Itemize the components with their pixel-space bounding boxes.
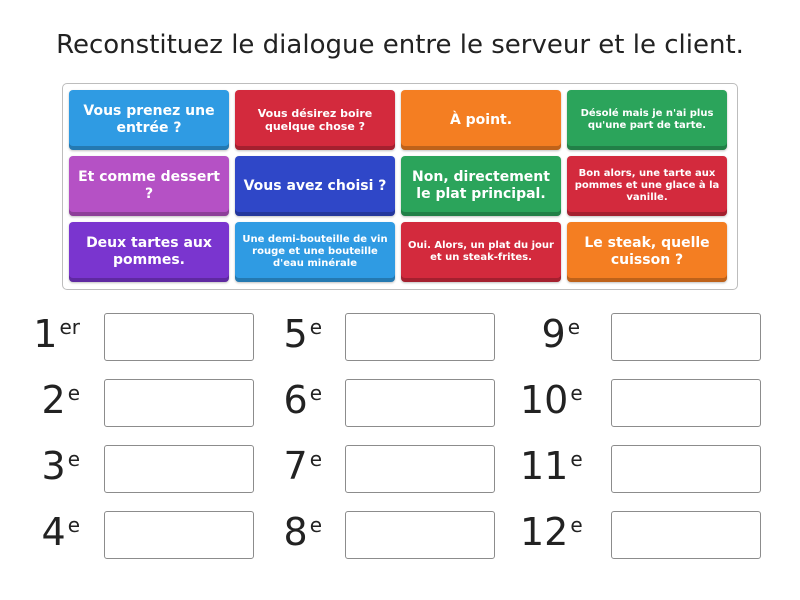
answer-tile[interactable]: Une demi-bouteille de vin rouge et une bouteille d'eau minérale — [235, 222, 395, 282]
answer-tile[interactable]: Désolé mais je n'ai plus qu'une part de tarte. — [567, 90, 727, 150]
answer-slot[interactable] — [345, 511, 495, 559]
answer-tile[interactable]: Bon alors, une tarte aux pommes et une glace à la vanille. — [567, 156, 727, 216]
answer-slot[interactable] — [104, 445, 254, 493]
page-title: Reconstituez le dialogue entre le serveur et le client. — [56, 30, 744, 60]
slot-number: 9 $^e$ — [541, 312, 580, 356]
slot-number: 12 $^e$ — [520, 510, 583, 554]
slot-number: 3 $^e$ — [41, 444, 80, 488]
answer-tile[interactable]: Vous prenez une entrée ? — [69, 90, 229, 150]
answer-tile[interactable]: À point. — [401, 90, 561, 150]
answer-slot[interactable] — [611, 379, 761, 427]
slot-number: 11 $^e$ — [520, 444, 583, 488]
answer-slot[interactable] — [611, 313, 761, 361]
slot-number: 1 $^{er}$ — [33, 312, 80, 356]
slot-number: 4 $^e$ — [41, 510, 80, 554]
answer-slot[interactable] — [611, 445, 761, 493]
tile-bank — [62, 83, 738, 290]
answer-tile[interactable]: Et comme dessert ? — [69, 156, 229, 216]
answer-slot[interactable] — [104, 313, 254, 361]
answer-slot[interactable] — [345, 313, 495, 361]
answer-tile[interactable]: Oui. Alors, un plat du jour et un steak-frites. — [401, 222, 561, 282]
slot-number: 7 $^e$ — [283, 444, 322, 488]
answer-slot[interactable] — [104, 511, 254, 559]
answer-tile[interactable]: Deux tartes aux pommes. — [69, 222, 229, 282]
slot-number: 5 $^e$ — [283, 312, 322, 356]
slot-number: 8 $^e$ — [283, 510, 322, 554]
slot-number: 6 $^e$ — [283, 378, 322, 422]
slot-number: 2 $^e$ — [41, 378, 80, 422]
answer-slot[interactable] — [345, 445, 495, 493]
slot-number: 10 $^e$ — [520, 378, 583, 422]
answer-slot[interactable] — [104, 379, 254, 427]
answer-tile[interactable]: Le steak, quelle cuisson ? — [567, 222, 727, 282]
answer-tile[interactable]: Vous avez choisi ? — [235, 156, 395, 216]
answer-tile[interactable]: Non, directement le plat principal. — [401, 156, 561, 216]
answer-slot[interactable] — [345, 379, 495, 427]
answer-slot[interactable] — [611, 511, 761, 559]
answer-tile[interactable]: Vous désirez boire quelque chose ? — [235, 90, 395, 150]
